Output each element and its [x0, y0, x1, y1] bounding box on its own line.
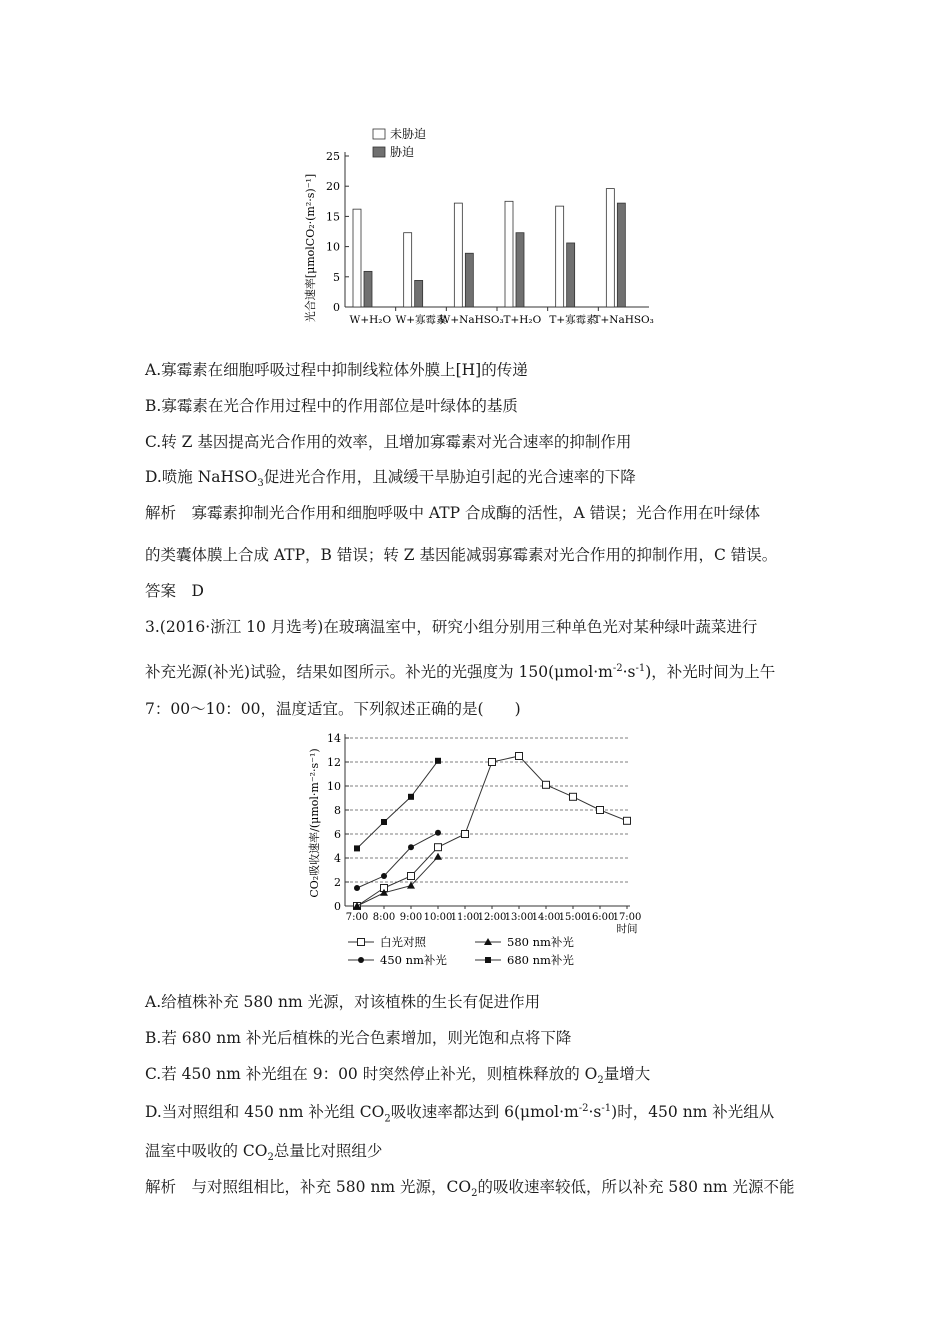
- q3-d2-part2: 总量比对照组少: [273, 1142, 383, 1160]
- line-x-axis-label: 时间: [616, 923, 638, 935]
- q3-stem-line3: 7：00～10：00，温度适宜。下列叙述正确的是( ): [145, 700, 521, 718]
- legend-label-2: 450 nm补光: [380, 953, 447, 967]
- data-point-0: [408, 873, 415, 880]
- q3-option-c: [145, 1064, 650, 1091]
- q3-stem2-c: )，补光时间为上午: [645, 663, 776, 682]
- legend-marker-3: [485, 957, 491, 963]
- bar-category-label: W+寡霉素: [395, 314, 447, 326]
- line-x-tick-label: 13:00: [504, 912, 534, 923]
- data-point-3: [381, 819, 387, 825]
- data-point-2: [435, 830, 441, 836]
- line-y-tick-label: 12: [327, 756, 341, 769]
- line-x-tick-label: 8:00: [372, 912, 396, 923]
- legend-label-stressed: 胁迫: [390, 145, 415, 159]
- bar-y-tick-label: 15: [326, 210, 340, 224]
- q2-answer: 答案 D: [145, 582, 204, 600]
- q3-d-sup1: -2: [578, 1103, 589, 1114]
- series-line-0: [357, 756, 627, 906]
- bar-chart: [295, 120, 665, 335]
- bar-category-label: T+H₂O: [503, 314, 542, 326]
- data-point-0: [516, 753, 523, 760]
- legend-marker-2: [358, 957, 364, 963]
- q3-c-part2: 量增大: [603, 1065, 651, 1083]
- bar-unstressed: [606, 189, 614, 307]
- line-x-tick-label: 9:00: [399, 912, 423, 923]
- line-x-tick-label: 15:00: [558, 912, 588, 923]
- series-line-3: [357, 761, 438, 849]
- data-point-3: [435, 758, 441, 764]
- bar-unstressed: [454, 203, 462, 307]
- q2-d-part1: D.喷施 NaHSO: [145, 468, 258, 486]
- bar-y-tick-label: 5: [333, 270, 340, 284]
- bar-marks: [353, 189, 625, 307]
- q3-d-part4: )时，450 nm 补光组从: [611, 1103, 775, 1122]
- bar-stressed: [415, 280, 423, 307]
- bar-stressed: [617, 203, 625, 307]
- data-point-0: [570, 793, 577, 800]
- line-y-tick-label: 10: [327, 780, 341, 793]
- q3-exp-sub: 2: [471, 1188, 478, 1200]
- q2-option-b: B.寡霉素在光合作用过程中的作用部位是叶绿体的基质: [145, 397, 518, 415]
- line-chart: [300, 728, 660, 978]
- q3-option-a: A.给植株补充 580 nm 光源，对该植株的生长有促进作用: [145, 993, 541, 1011]
- data-point-3: [354, 845, 360, 851]
- bar-stressed: [567, 243, 575, 307]
- q2-option-a: A.寡霉素在细胞呼吸过程中抑制线粒体外膜上[H]的传递: [145, 361, 528, 379]
- bar-category-label: W+NaHSO₃: [439, 314, 504, 326]
- bar-category-label: T+NaHSO₃: [593, 314, 654, 326]
- q3-exp-part1: 解析 与对照组相比，补充 580 nm 光源，CO: [145, 1178, 472, 1196]
- data-point-1: [434, 853, 442, 860]
- legend-marker-0: [358, 939, 365, 946]
- bar-stressed: [465, 253, 473, 307]
- line-x-tick-label: 11:00: [450, 912, 480, 923]
- bar-axes: [326, 150, 654, 326]
- q2-d-sub: 3: [257, 478, 264, 490]
- line-y-tick-label: 8: [334, 804, 341, 817]
- data-point-2: [408, 844, 414, 850]
- line-x-tick-label: 7:00: [345, 912, 369, 923]
- line-y-tick-label: 14: [327, 732, 341, 745]
- q3-d-part1: D.当对照组和 450 nm 补光组 CO: [145, 1103, 385, 1122]
- data-point-0: [435, 844, 442, 851]
- bar-stressed: [364, 271, 372, 307]
- q3-d2-sub: 2: [267, 1152, 274, 1164]
- bar-category-label: T+寡霉素: [549, 314, 597, 326]
- data-point-2: [381, 873, 387, 879]
- line-x-tick-label: 12:00: [477, 912, 507, 923]
- q3-d-part3: ·s: [588, 1103, 602, 1122]
- q2-explanation-line2: 的类囊体膜上合成 ATP，B 错误；转 Z 基因能减弱寡霉素对光合作用的抑制作用，C 错误。: [145, 546, 778, 564]
- q3-option-d: [145, 1099, 774, 1129]
- bar-unstressed: [556, 206, 564, 307]
- q2-option-c: C.转 Z 基因提高光合作用的效率，且增加寡霉素对光合速率的抑制作用: [145, 433, 632, 451]
- bar-unstressed: [404, 233, 412, 307]
- q3-stem2-sup2: -1: [635, 663, 646, 674]
- q3-d2-part1: 温室中吸收的 CO: [145, 1142, 268, 1160]
- q3-stem2-a: 补充光源(补光)试验，结果如图所示。补光的光强度为 150(μmol·m: [145, 663, 613, 682]
- bar-y-tick-label: 20: [326, 180, 340, 194]
- bar-y-tick-label: 0: [333, 301, 340, 314]
- bar-category-label: W+H₂O: [349, 314, 392, 326]
- data-point-3: [408, 794, 414, 800]
- line-y-tick-label: 6: [334, 828, 341, 841]
- data-point-2: [354, 885, 360, 891]
- line-legend: [348, 935, 574, 967]
- data-point-0: [597, 807, 604, 814]
- q3-d-sup2: -1: [601, 1103, 612, 1114]
- bar-stressed: [516, 233, 524, 307]
- data-point-0: [624, 817, 631, 824]
- q3-d-part2: 吸收速率都达到 6(μmol·m: [390, 1103, 579, 1122]
- legend-label-0: 白光对照: [380, 935, 426, 949]
- bar-y-axis-label: 光合速率[μmolCO₂·(m²·s)⁻¹]: [304, 173, 317, 323]
- line-x-tick-label: 10:00: [423, 912, 453, 923]
- legend-label-3: 680 nm补光: [507, 953, 574, 967]
- data-point-0: [543, 781, 550, 788]
- q3-stem2-b: ·s: [622, 663, 636, 682]
- q3-c-sub: 2: [597, 1075, 604, 1087]
- bar-y-tick-label: 10: [326, 240, 340, 254]
- line-x-tick-label: 16:00: [585, 912, 615, 923]
- q2-d-part2: 促进光合作用，且减缓干旱胁迫引起的光合速率的下降: [263, 468, 636, 486]
- q3-stem-line2: [145, 659, 775, 682]
- data-point-0: [462, 831, 469, 838]
- bar-y-tick-label: 25: [326, 150, 340, 163]
- q3-stem-line1: 3.(2016·浙江 10 月选考)在玻璃温室中，研究小组分别用三种单色光对某种绿叶蔬菜进行: [145, 618, 758, 636]
- data-point-0: [489, 759, 496, 766]
- line-x-tick-label: 17:00: [612, 912, 642, 923]
- bar-legend: [373, 126, 426, 159]
- q2-option-d: [145, 467, 636, 494]
- line-y-tick-label: 2: [334, 876, 341, 889]
- line-marks: [353, 753, 631, 910]
- line-y-tick-label: 4: [334, 852, 341, 865]
- q3-option-d-line2: [145, 1141, 382, 1168]
- q3-explanation: [145, 1177, 795, 1204]
- bar-unstressed: [353, 209, 361, 307]
- bar-unstressed: [505, 201, 513, 307]
- q3-c-part1: C.若 450 nm 补光组在 9：00 时突然停止补光，则植株释放的 O: [145, 1065, 598, 1083]
- line-y-tick-label: 0: [334, 900, 341, 913]
- series-line-1: [357, 857, 438, 906]
- line-y-axis-label: CO₂吸收速率/(μmol·m⁻²·s⁻¹): [308, 748, 321, 898]
- q3-option-b: B.若 680 nm 补光后植株的光合色素增加，则光饱和点将下降: [145, 1029, 572, 1047]
- legend-label-1: 580 nm补光: [507, 935, 574, 949]
- q3-d-sub: 2: [384, 1113, 391, 1125]
- q3-exp-part2: 的吸收速率较低，所以补充 580 nm 光源不能: [477, 1178, 795, 1196]
- q3-stem2-sup1: -2: [612, 663, 623, 674]
- line-x-tick-label: 14:00: [531, 912, 561, 923]
- line-axes: [327, 732, 641, 935]
- q2-explanation-line1: 解析 寡霉素抑制光合作用和细胞呼吸中 ATP 合成酶的活性，A 错误；光合作用在叶绿体: [145, 504, 761, 522]
- legend-label-unstressed: 未胁迫: [390, 127, 427, 141]
